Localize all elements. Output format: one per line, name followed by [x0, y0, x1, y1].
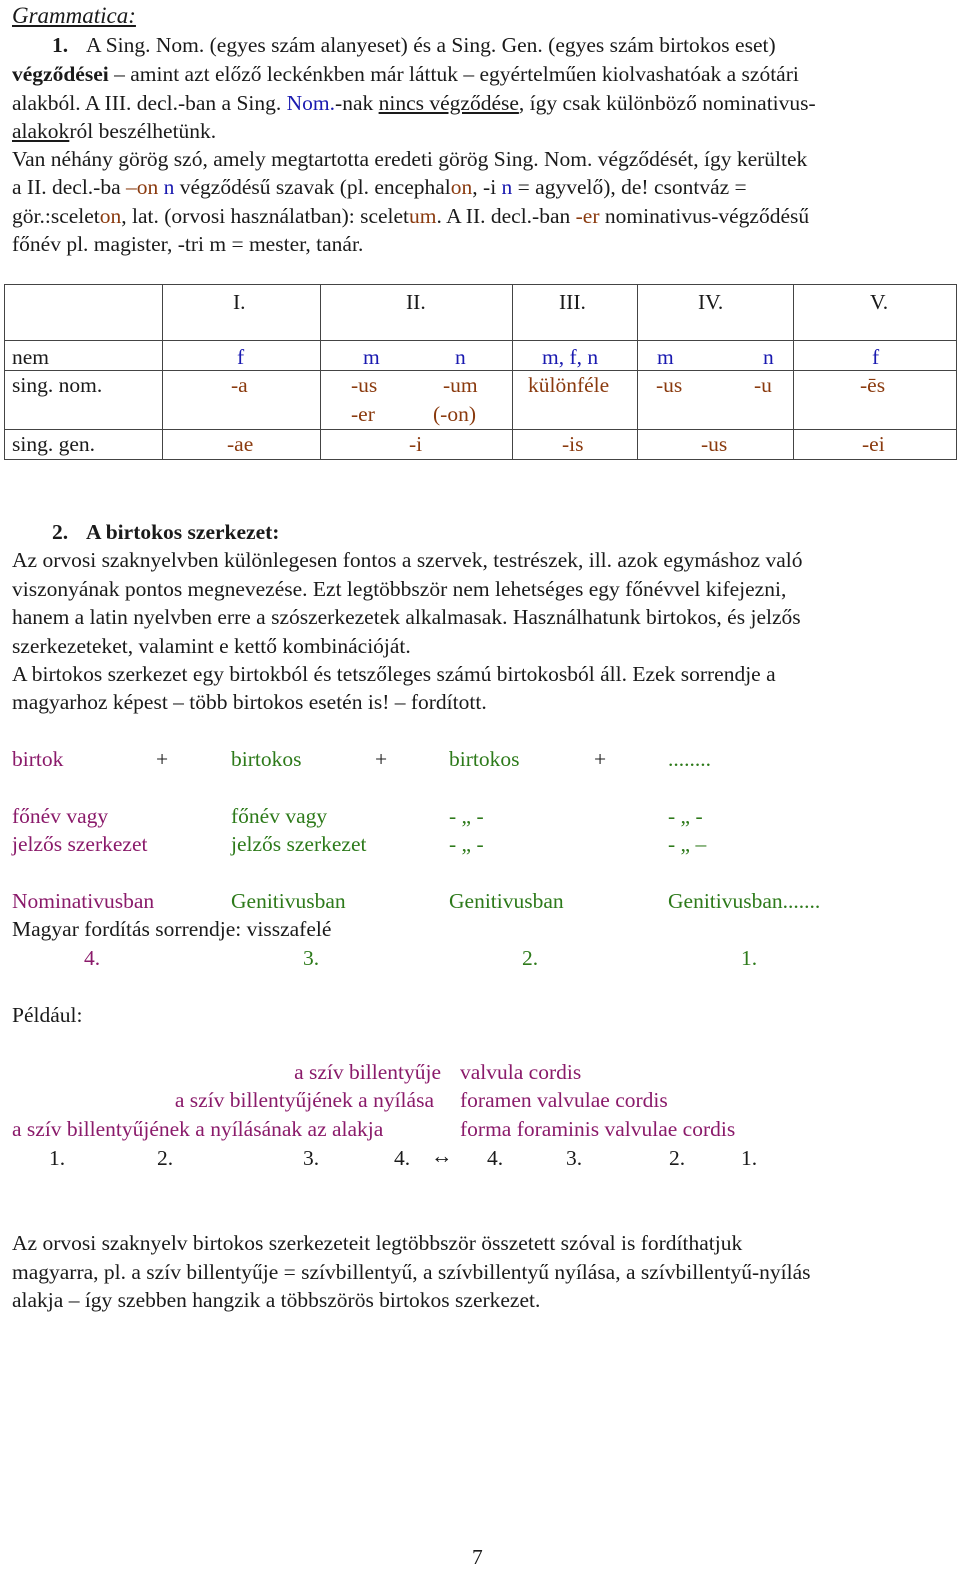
scheme-row4-col2: Genitivusban: [231, 889, 346, 913]
section-1-line-5: Van néhány görög szó, amely megtartotta eredeti görög Sing. Nom. végződését, így kerültek: [12, 147, 808, 171]
nom-ii-m-alt: -er: [351, 402, 375, 426]
closing-line-1: Az orvosi szaknyelv birtokos szerkezeteit legtöbbször összetett szóval is fordíthatjuk: [12, 1231, 743, 1255]
scheme-ellipsis: ........: [668, 747, 711, 771]
section-1-line-7: gör.:sceleton, lat. (orvosi használatban): sceletum. A II. decl.-ban -er nominativus-végződésű: [12, 204, 810, 228]
nom-iii: különféle: [528, 373, 610, 397]
gen-iii: -is: [562, 432, 584, 456]
gender-ii-m: m: [363, 345, 380, 369]
example-num-right-4: 4.: [487, 1146, 504, 1170]
gender-iii: m, f, n: [542, 345, 599, 369]
declension-table: [4, 284, 957, 460]
header-iii: III.: [559, 290, 586, 314]
example-num-left-1: 1.: [49, 1146, 66, 1170]
scheme-row4-col1: Nominativusban: [12, 889, 155, 913]
example-num-left-4: 4.: [394, 1146, 411, 1170]
header-i: I.: [233, 290, 246, 314]
scheme-plus-2: +: [375, 747, 388, 771]
example-label: Például:: [12, 1003, 83, 1027]
gender-ii-n: n: [455, 345, 466, 369]
scheme-plus-1: +: [156, 747, 169, 771]
section-1-line-4: alakokról beszélhetünk.: [12, 119, 217, 143]
nom-v: -ēs: [860, 373, 886, 397]
example-hu-2: a szív billentyűjének a nyílása: [174, 1088, 434, 1112]
header-iv: IV.: [698, 290, 724, 314]
gender-label: nem: [12, 345, 50, 369]
header-ii: II.: [406, 290, 426, 314]
gen-ii: -i: [409, 432, 423, 456]
section-2-p1-line-2: viszonyának pontos megnevezése. Ezt legtöbbször nem lehetséges egy főnévvel kifejezni,: [12, 577, 787, 601]
gender-iv-m: m: [657, 345, 674, 369]
scheme-birtokos-2: birtokos: [449, 747, 520, 771]
nom-ii-n: -um: [443, 373, 478, 397]
example-hu-1: a szív billentyűje: [294, 1060, 441, 1084]
grammar-heading: Grammatica:: [12, 3, 136, 28]
closing-line-2: magyarra, pl. a szív billentyűje = szívbillentyű, a szívbillentyű nyílása, a szívbillentyű-nyílás: [12, 1260, 811, 1284]
translation-order-label: Magyar fordítás sorrendje: visszafelé: [12, 917, 332, 941]
order-num-2: 2.: [522, 946, 539, 970]
example-num-right-3: 3.: [566, 1146, 583, 1170]
table-header-row: [5, 285, 957, 341]
section-1-line-2: végződései – amint azt előző leckénkben már láttuk – egyértelműen kiolvashatóak a szótári: [12, 62, 799, 86]
scheme-birtok: birtok: [12, 747, 64, 771]
example-la-2: foramen valvulae cordis: [460, 1088, 668, 1112]
example-la-1: valvula cordis: [460, 1060, 582, 1084]
table-gender-row: [5, 341, 957, 371]
example-num-left-3: 3.: [303, 1146, 320, 1170]
scheme-row2-col2: főnév vagy: [231, 804, 328, 828]
scheme-row4-col4: Genitivusban.......: [668, 889, 821, 913]
section-2-p1-line-3: hanem a latin nyelvben erre a szószerkezetek alkalmasak. Használhatunk birtokos, és jelzős: [12, 605, 801, 629]
order-num-1: 1.: [741, 946, 758, 970]
example-num-left-2: 2.: [157, 1146, 174, 1170]
nom-ii-n-alt: (-on): [433, 402, 476, 426]
nom-label: sing. nom.: [12, 373, 103, 397]
section-2-p2-line-2: magyarhoz képest – több birtokos esetén is! – fordított.: [12, 690, 487, 714]
scheme-row2-col4: - „ -: [668, 804, 703, 828]
nom-iv-n: -u: [754, 373, 772, 397]
scheme-row3-col2: jelzős szerkezet: [231, 832, 367, 856]
section-2-p1-line-1: Az orvosi szaknyelvben különlegesen fontos a szervek, testrészek, ill. azok egymáshoz való: [12, 548, 803, 572]
section-1-line-6: a II. decl.-ba –on n végződésű szavak (pl. encephalon, -i n = agyvelő), de! csontváz =: [12, 175, 747, 199]
scheme-row2-col1: főnév vagy: [12, 804, 109, 828]
section-2-p2-line-1: A birtokos szerkezet egy birtokból és tetszőleges számú birtokosból áll. Ezek sorrendje a: [12, 662, 776, 686]
section-1-line-3: alakból. A III. decl.-ban a Sing. Nom.-nak nincs végződése, így csak különböző nominativus-: [12, 91, 816, 115]
order-num-4: 4.: [84, 946, 101, 970]
example-num-right-2: 2.: [669, 1146, 686, 1170]
gender-v: f: [872, 345, 880, 369]
section-2-title: A birtokos szerkezet:: [86, 520, 280, 544]
gen-label: sing. gen.: [12, 432, 96, 456]
scheme-row3-col3: - „ -: [449, 832, 484, 856]
example-num-right-1: 1.: [741, 1146, 758, 1170]
scheme-row3-col4: - „ –: [668, 832, 707, 856]
section-2-p1-line-4: szerkezeteket, valamint e kettő kombinációját.: [12, 634, 411, 658]
example-hu-3: a szív billentyűjének a nyílásának az alakja: [12, 1117, 384, 1141]
gen-iv: -us: [701, 432, 728, 456]
scheme-birtokos-1: birtokos: [231, 747, 302, 771]
table-nom-row: [5, 371, 957, 430]
table-gen-row: [5, 430, 957, 460]
nom-iv-m: -us: [656, 373, 683, 397]
nom-i: -a: [231, 373, 248, 397]
double-arrow-icon: ↔: [431, 1144, 453, 1168]
section-1-number: 1.: [52, 33, 69, 57]
gen-v: -ei: [862, 432, 885, 456]
section-1-title: A Sing. Nom. (egyes szám alanyeset) és a Sing. Gen. (egyes szám birtokos eset): [86, 33, 776, 57]
gender-i: f: [237, 345, 245, 369]
section-1-line-8: főnév pl. magister, -tri m = mester, tanár.: [12, 232, 364, 256]
closing-line-3: alakja – így szebben hangzik a többszörös birtokos szerkezet.: [12, 1288, 541, 1312]
example-la-3: forma foraminis valvulae cordis: [460, 1117, 736, 1141]
gender-iv-n: n: [763, 345, 774, 369]
header-v: V.: [870, 290, 889, 314]
nom-ii-m: -us: [351, 373, 378, 397]
order-num-3: 3.: [303, 946, 320, 970]
scheme-row2-col3: - „ -: [449, 804, 484, 828]
scheme-row4-col3: Genitivusban: [449, 889, 564, 913]
scheme-row3-col1: jelzős szerkezet: [12, 832, 148, 856]
section-2-number: 2.: [52, 520, 69, 544]
scheme-plus-3: +: [594, 747, 607, 771]
page-number: 7: [472, 1545, 483, 1569]
gen-i: -ae: [227, 432, 254, 456]
